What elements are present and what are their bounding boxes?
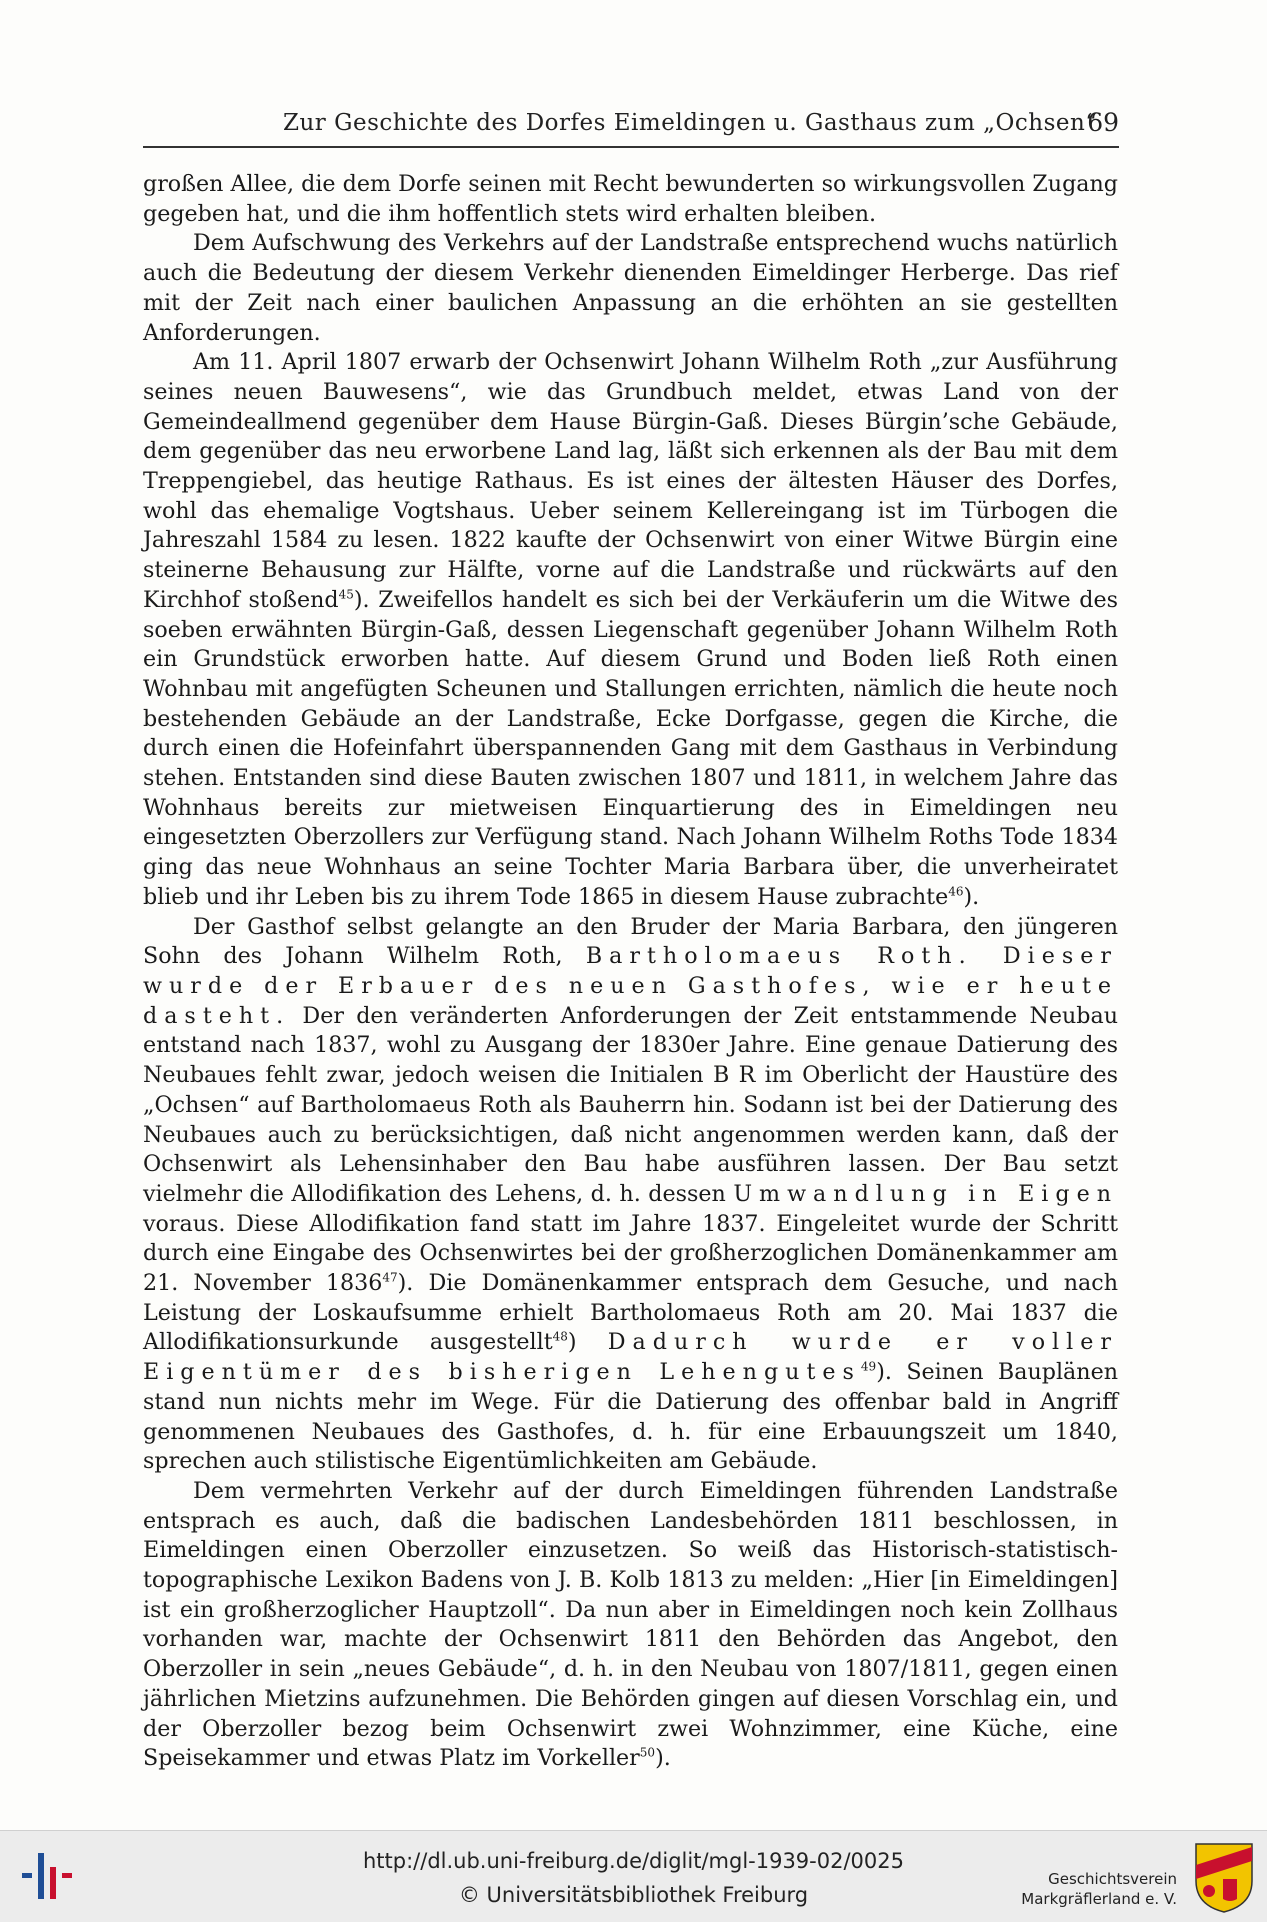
paragraph-text: ). Seinen Bauplänen stand nun nichts mehr im Wege. Für die Datierung des offenbar bald in Angriff genommenen Neubaues des Gasthofes, d. h. für eine Erbauungszeit um 1840, sprechen auch stilistische Eigentümlichkeiten am Gebäude. bbox=[143, 1359, 1118, 1475]
footnote-ref[interactable]: 46 bbox=[948, 884, 964, 899]
society-line: Geschichtsverein bbox=[1048, 1870, 1177, 1888]
permalink-url[interactable]: http://dl.ub.uni-freiburg.de/diglit/mgl-1939-02/0025 bbox=[362, 1849, 904, 1873]
paragraph bbox=[143, 170, 1118, 229]
paragraph-text: Dem Aufschwung des Verkehrs auf der Landstraße entsprechend wuchs natürlich auch die Bedeutung der diesem Verkehr dienenden Eimeldinger Herberge. Das rief mit der Zeit nach einer baulichen Anpassung an die erhöhten an sie gestellten Anforderungen. bbox=[143, 230, 1118, 346]
paragraph-text: Am 11. April 1807 erwarb der Ochsenwirt Johann Wilhelm Roth „zur Ausführung seines neuen Bauwesens“, wie das Grundbuch meldet, etwas Land von der Gemeindeallmend gegenüber dem Hause Bürgin-Gaß. Dieses Bürgin’sche Gebäude, dem gegenüber das neu erworbene Land lag, läßt sich erkennen als der Bau mit dem Treppengiebel, das heutige Rathaus. Es ist eines der ältesten Häuser des Dorfes, wohl das ehemalige Vogtshaus. Ueber seinem Kellereingang ist im Türbogen die Jahreszahl 1584 zu lesen. 1822 kaufte der Ochsenwirt von einer Witwe Bürgin eine steinerne Behausung zur Hälfte, vorne auf die Landstraße und rückwärts auf den Kirchhof stoßend bbox=[143, 349, 1118, 613]
running-title: Zur Geschichte des Dorfes Eimeldingen u. Gasthaus zum „Ochsen“ bbox=[283, 110, 1098, 136]
page-header bbox=[143, 104, 1119, 144]
society-name bbox=[1021, 1869, 1177, 1909]
paragraph-text: ). bbox=[963, 883, 980, 910]
paragraph bbox=[143, 1477, 1118, 1774]
paragraph bbox=[143, 913, 1118, 1477]
emphasis-text: Umwandlung in Eigen bbox=[733, 1180, 1118, 1207]
copyright-notice: © Universitätsbibliothek Freiburg bbox=[458, 1883, 809, 1907]
footnote-ref[interactable]: 47 bbox=[382, 1270, 398, 1285]
paragraph-text: ). bbox=[655, 1745, 671, 1772]
paragraph-text: ). Die Domänenkammer entsprach dem Gesuche, und nach Leistung der Loskaufsumme erhielt Bartholomaeus Roth am 20. Mai 1837 die Allodifikationsurkunde ausgestellt bbox=[143, 1270, 1118, 1356]
page-number: 69 bbox=[1087, 108, 1119, 137]
paragraph-text: ) bbox=[567, 1329, 577, 1356]
body-text bbox=[143, 170, 1118, 1774]
society-line: Markgräflerland e. V. bbox=[1021, 1890, 1177, 1908]
paragraph-text: ). Zweifellos handelt es sich bei der Verkäuferin um die Witwe des soeben erwähnten Bürgin-Gaß, dessen Liegenschaft gegenüber Johann Wilhelm Roth ein Grundstück erworben hatte. Auf diesem Grund und Boden ließ Roth einen Wohnbau mit angefügten Scheunen und Stallungen errichten, nämlich die heute noch bestehenden Gebäude an der Landstraße, Ecke Dorfgasse, gegen die Kirche, die durch einen die Hofeinfahrt überspannenden Gang mit dem Gasthaus in Verbindung stehen. Entstanden sind diese Bauten zwischen 1807 und 1811, in welchem Jahre das Wohnhaus bereits zur mietweisen Einquartierung des in Eimeldingen neu eingesetzten Oberzollers zur Verfügung stand. Nach Johann Wilhelm Roths Tode 1834 ging das neue Wohnhaus an seine Tochter Maria Barbara über, die unverheiratet blieb und ihr Leben bis zu ihrem Tode 1865 in diesem Hause zubrachte bbox=[143, 586, 1118, 910]
emphasis-text: Bartholomaeus Roth. Dieser wurde der Erbauer des neuen Gasthofes, wie er heute dasteht. bbox=[143, 943, 1118, 1029]
paragraph-text: großen Allee, die dem Dorfe seinen mit Recht bewunderten so wirkungsvollen Zugang gegeben hat, und die ihm hoffentlich stets wird erhalten bleiben. bbox=[143, 171, 1118, 227]
paragraph-text: Der den veränderten Anforderungen der Zeit entstammende Neubau entstand nach 1837, wohl zu Ausgang der 1830er Jahre. Eine genaue Datierung des Neubaues fehlt zwar, jedoch weisen die Initialen B R im Oberlicht der Haustüre des „Ochsen“ auf Bartholomaeus Roth als Bauherrn hin. Sodann ist bei der Datierung des Neubaues auch zu berücksichtigen, daß nicht angenommen werden kann, daß der Ochsenwirt als Lehensinhaber den Bau habe ausführen lassen. Der Bau setzt vielmehr die Allodifikation des Lehens, d. h. dessen bbox=[143, 1002, 1119, 1207]
viewer-footer bbox=[0, 1830, 1267, 1922]
emphasis-text: Dadurch wurde er voller Eigentümer des bisherigen Lehengutes bbox=[143, 1329, 1118, 1386]
header-rule bbox=[143, 146, 1119, 148]
paragraph bbox=[143, 229, 1118, 348]
paragraph bbox=[143, 348, 1118, 912]
footnote-ref[interactable]: 50 bbox=[639, 1745, 656, 1760]
paragraph-text: Der Gasthof selbst gelangte an den Bruder der Maria Barbara, den jüngeren Sohn des Johann Wilhelm Roth, bbox=[143, 913, 1118, 970]
coat-of-arms-icon[interactable] bbox=[1193, 1841, 1255, 1915]
paragraph-text: Dem vermehrten Verkehr auf der durch Eimeldingen führenden Landstraße entsprach es auch, daß die badischen Landesbehörden 1811 beschlossen, in Eimeldingen einen Oberzoller einzusetzen. So weiß das Historisch-statistisch-topographische Lexikon Badens von J. B. Kolb 1813 zu melden: „Hier [in Eimeldingen] ist ein großherzoglicher Hauptzoll“. Da nun aber in Eimeldingen noch kein Zollhaus vorhanden war, machte der Ochsenwirt 1811 den Behörden das Angebot, den Oberzoller in sein „neues Gebäude“, d. h. in den Neubau von 1807/1811, gegen einen jährlichen Mietzins aufzunehmen. Die Behörden gingen auf diesen Vorschlag ein, und der Oberzoller bezog beim Ochsenwirt zwei Wohnzimmer, eine Küche, eine Speisekammer und etwas Platz im Vorkeller bbox=[143, 1477, 1118, 1772]
paragraph-text: voraus. Diese Allodifikation fand statt im Jahre 1837. Eingeleitet wurde der Schritt durch eine Eingabe des Ochsenwirtes bei der großherzoglichen Domänenkammer am 21. November 1836 bbox=[143, 1210, 1118, 1297]
footnote-ref[interactable]: 48 bbox=[552, 1330, 568, 1345]
footnote-ref[interactable]: 49 bbox=[860, 1359, 877, 1374]
footnote-ref[interactable]: 45 bbox=[338, 587, 354, 602]
